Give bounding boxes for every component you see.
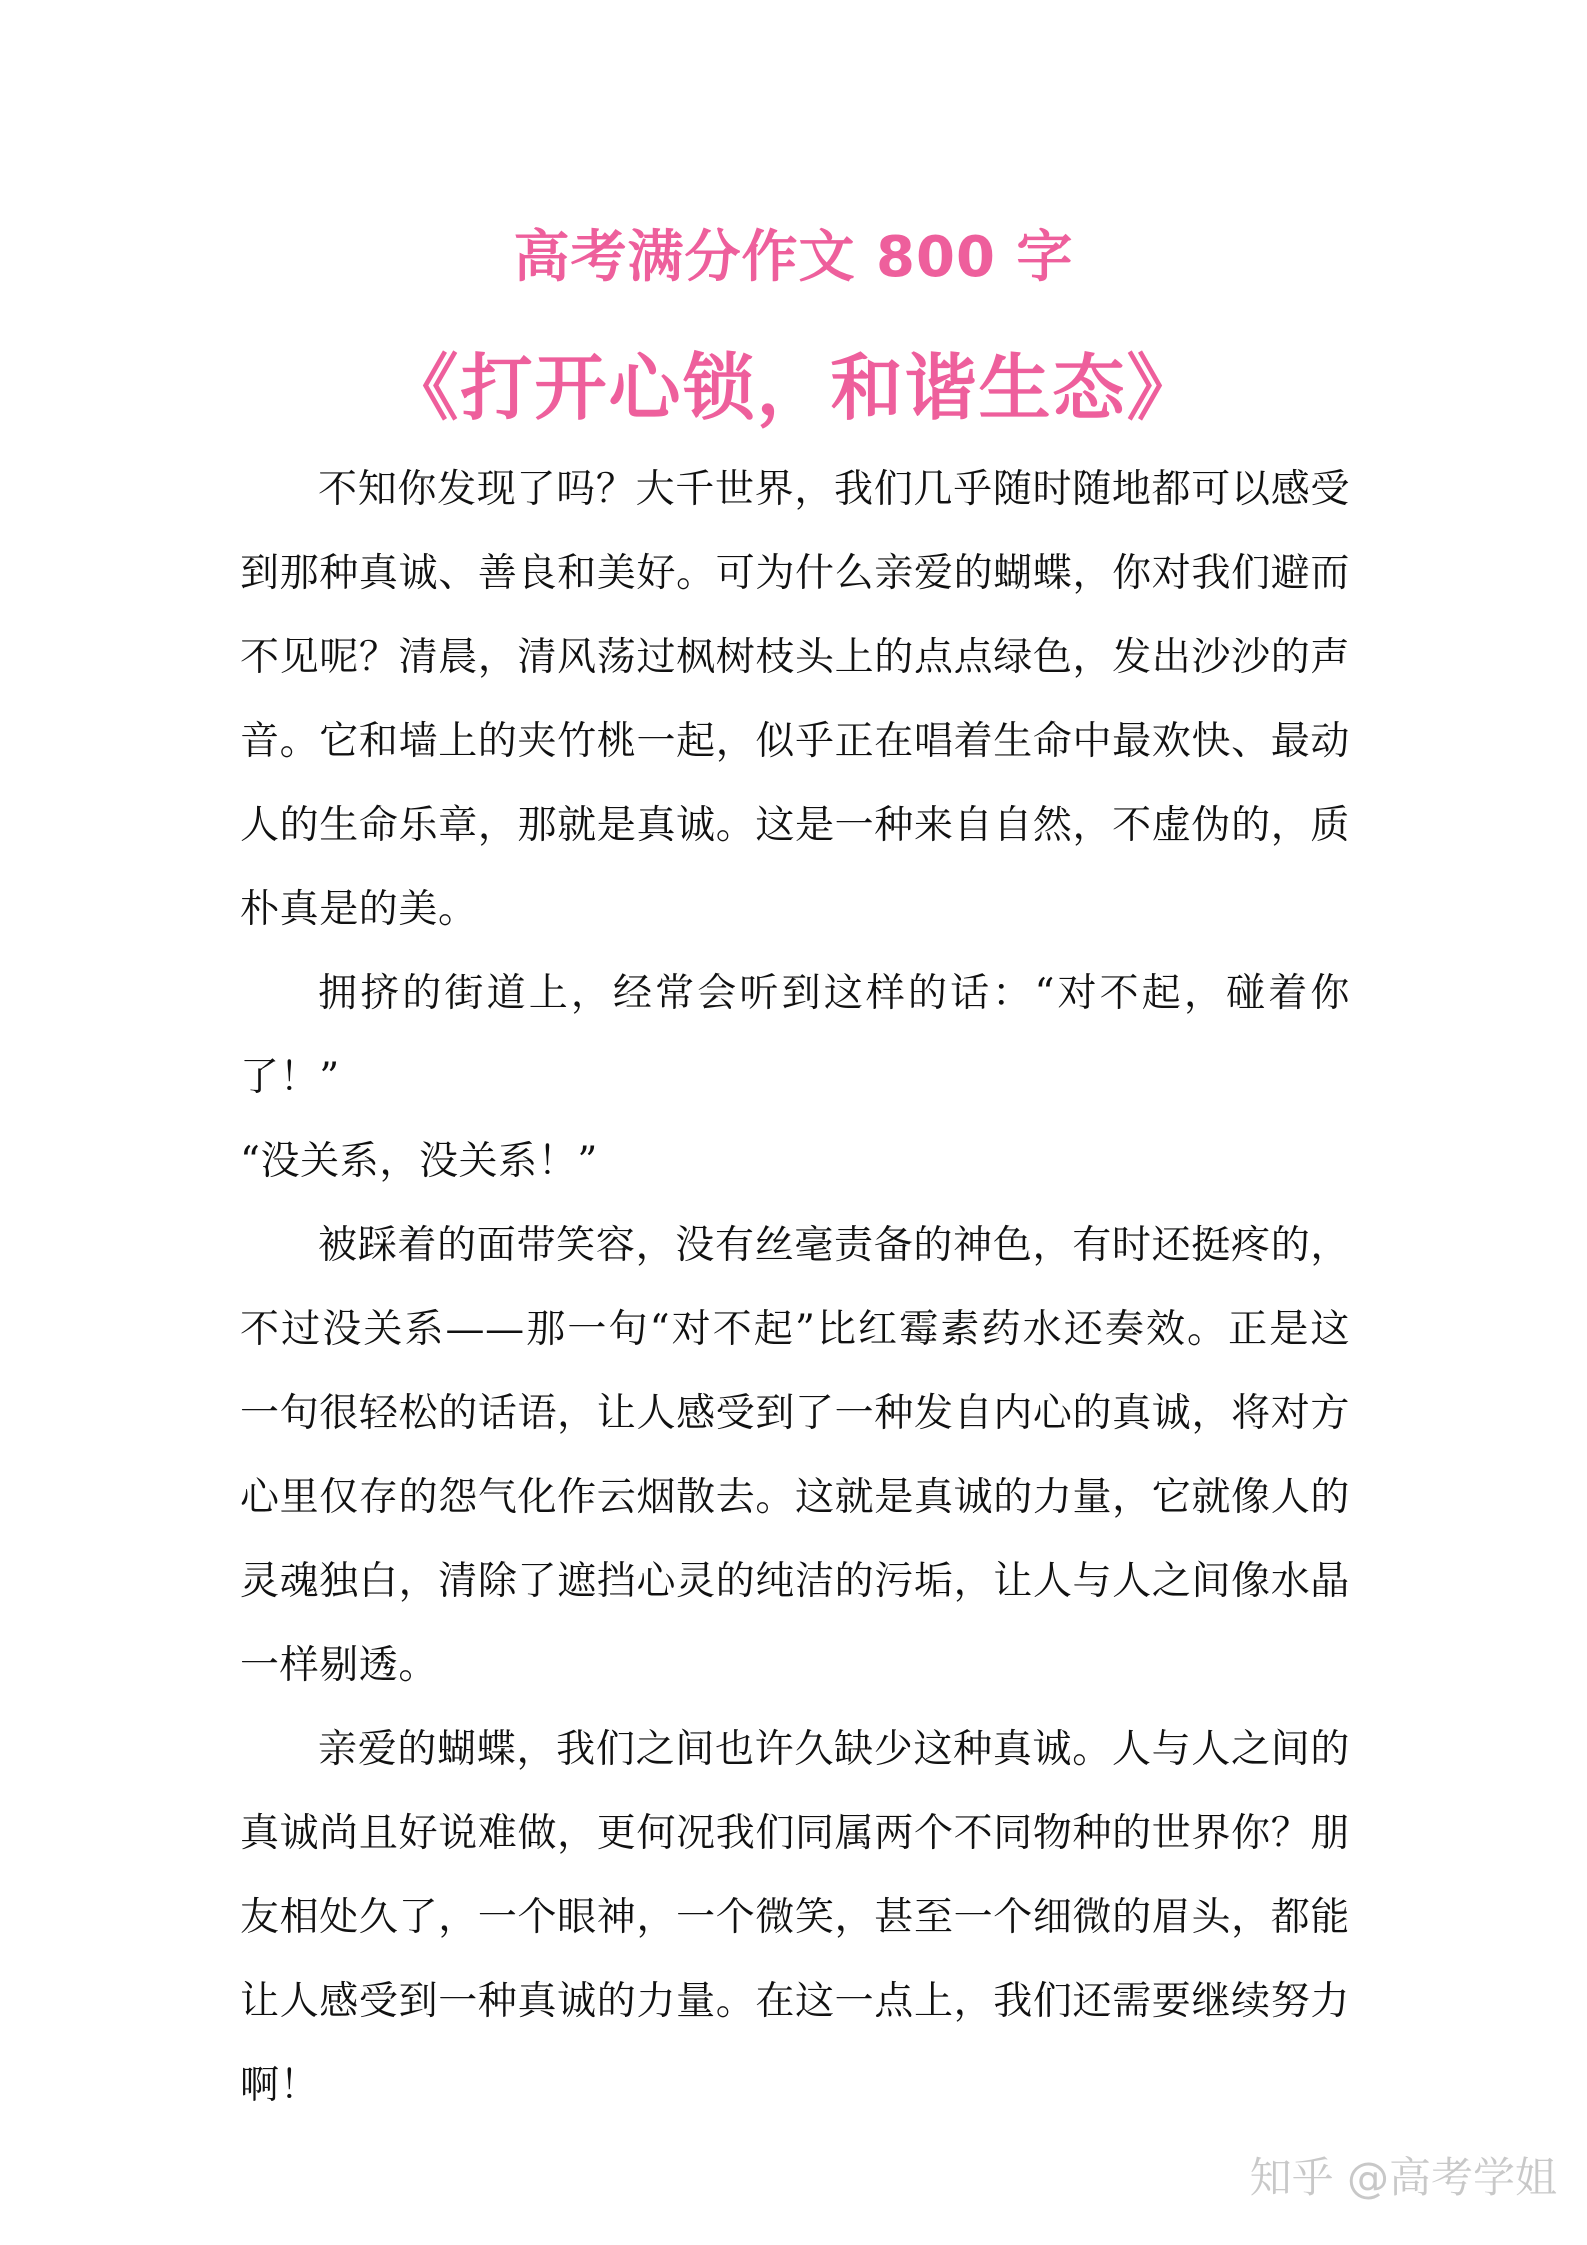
essay-body — [240, 448, 1350, 2128]
zhihu-watermark: 知乎 @高考学姐 — [1249, 2153, 1557, 2202]
essay-category-title: 高考满分作文 800 字 — [513, 225, 1074, 290]
paragraph-2: 拥挤的街道上，经常会听到这样的话：“对不起，碰着你了！” — [240, 971, 1350, 1100]
essay-title: 《打开心锁，和谐生态》 — [386, 346, 1201, 430]
paragraph-5: 亲爱的蝴蝶，我们之间也许久缺少这种真诚。人与人之间的真诚尚且好说难做，更何况我们同属两个不同物种的世界你？朋友相处久了，一个眼神，一个微笑，甚至一个细微的眉头，都能让人感受到一种真诚的力量。在这一点上，我们还需要继续努力啊！ — [240, 1727, 1350, 2108]
paragraph-4: 被踩着的面带笑容，没有丝毫责备的神色，有时还挺疼的，不过没关系——那一句“对不起”比红霉素药水还奏效。正是这一句很轻松的话语，让人感受到了一种发自内心的真诚，将对方心里仅存的怨气化作云烟散去。这就是真诚的力量，它就像人的灵魂独白，清除了遮挡心灵的纯洁的污垢，让人与人之间像水晶一样剔透。 — [240, 1223, 1350, 1688]
paragraph-3: “没关系，没关系！” — [240, 1139, 598, 1184]
paragraph-1: 不知你发现了吗？大千世界，我们几乎随时随地都可以感受到那种真诚、善良和美好。可为什么亲爱的蝴蝶，你对我们避而不见呢？清晨，清风荡过枫树枝头上的点点绿色，发出沙沙的声音。它和墙上的夹竹桃一起，似乎正在唱着生命中最欢快、最动人的生命乐章，那就是真诚。这是一种来自自然，不虚伪的，质朴真是的美。 — [240, 467, 1350, 932]
